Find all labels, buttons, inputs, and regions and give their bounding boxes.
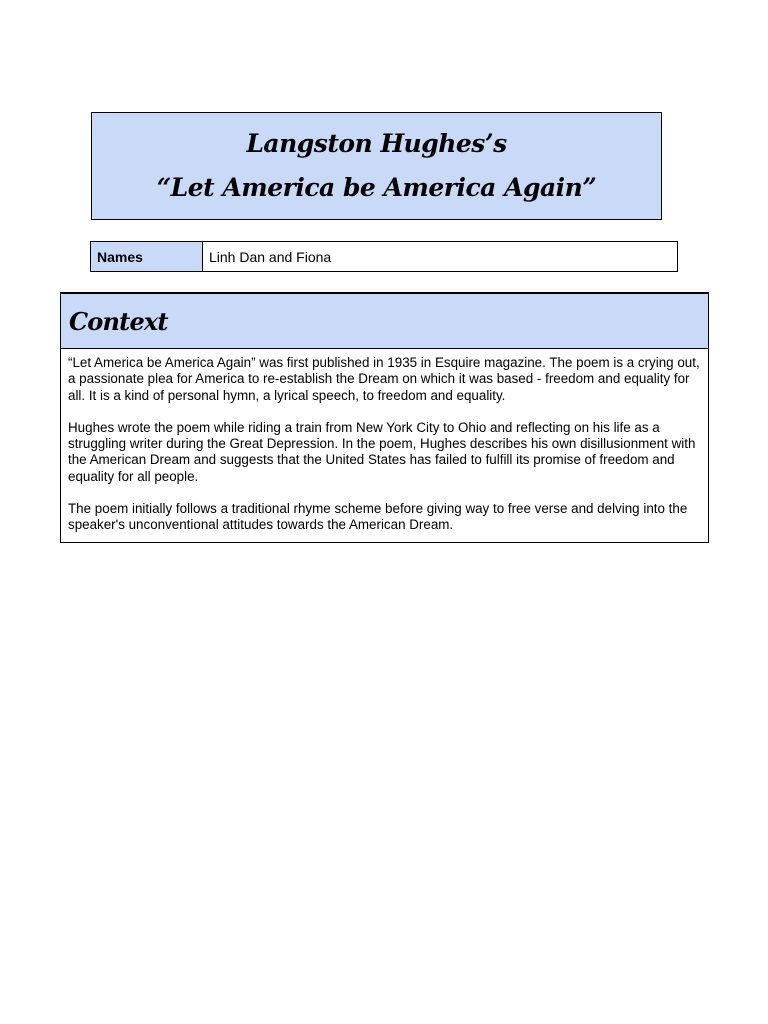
context-body[interactable] — [61, 349, 708, 534]
context-section — [60, 292, 709, 543]
context-heading: Context — [69, 306, 168, 336]
names-label: Names — [91, 242, 203, 271]
names-value[interactable]: Linh Dan and Fiona — [209, 248, 332, 265]
context-paragraph: “Let America be America Again” was first published in 1935 in Esquire magazine. The poem is a crying out, a passionate plea for America to re-establish the Dream on which it was based - freedom and equality for all. It is a kind of personal hymn, a lyrical speech, to freedom and equality. — [68, 355, 700, 403]
document-title-line-2: “Let America be America Again” — [156, 173, 597, 202]
names-table — [90, 241, 678, 272]
context-paragraph: Hughes wrote the poem while riding a train from New York City to Ohio and reflecting on his life as a struggling writer during the Great Depression. In the poem, Hughes describes his own disillusionment with the American Dream and suggests that the United States has failed to fulfill its promise of freedom and equality for all people. — [68, 419, 696, 484]
context-paragraph: The poem initially follows a traditional rhyme scheme before giving way to free verse and delving into the speaker's unconventional attitudes towards the American Dream. — [68, 501, 688, 533]
context-header — [61, 294, 708, 349]
document-title-line-1: Langston Hughes’s — [246, 129, 507, 158]
title-box — [91, 112, 662, 220]
